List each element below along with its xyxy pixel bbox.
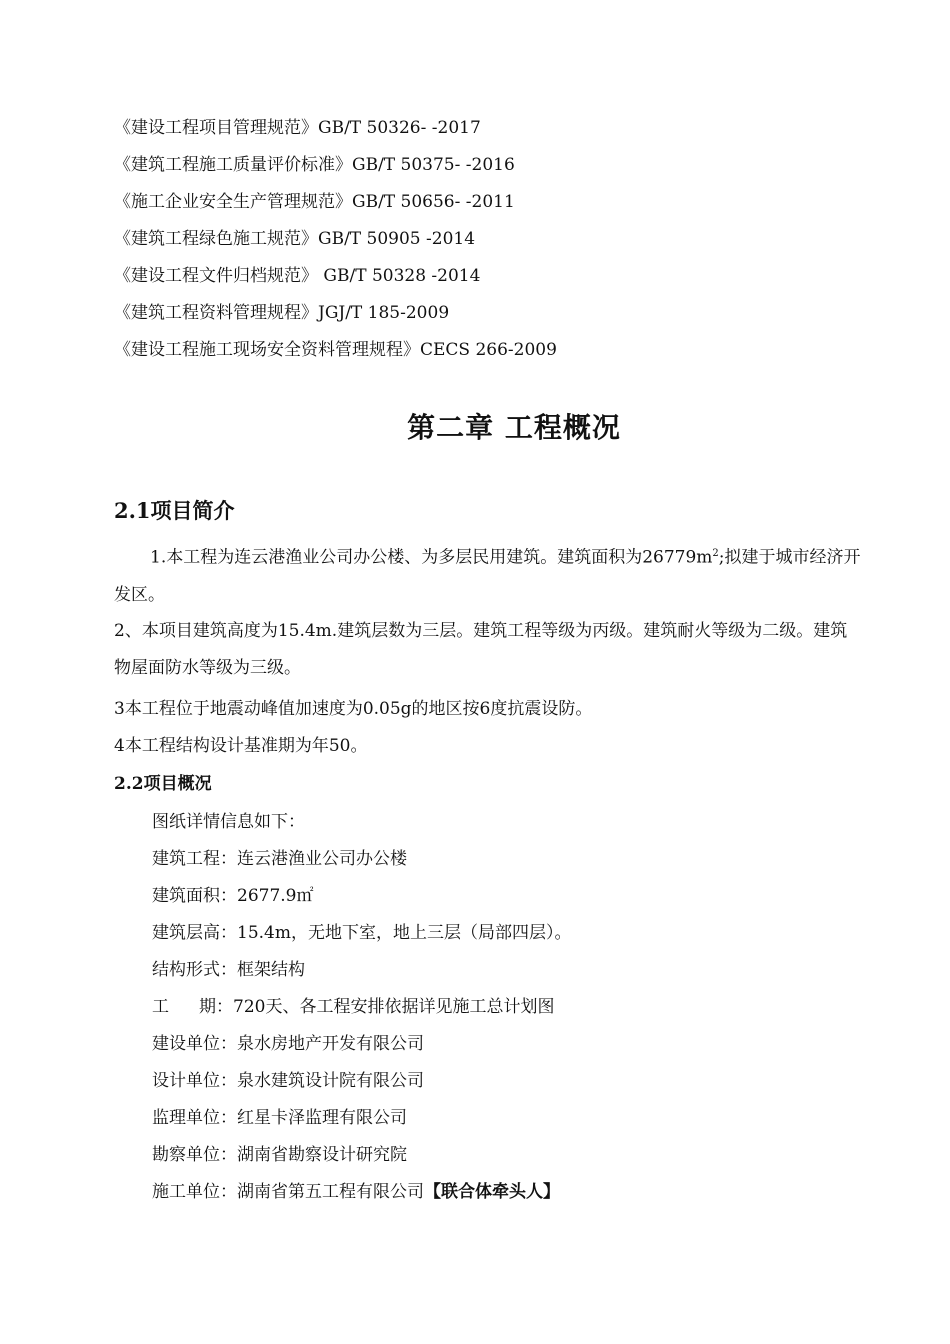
section-heading-2-2: 2.2项目概况 — [114, 774, 212, 794]
chapter-title: 第二章 工程概况 — [407, 411, 621, 444]
contractor-value: 湖南省第五工程有限公司 — [237, 1182, 424, 1202]
period-label-a: 工 — [152, 997, 199, 1017]
owner-label: 建设单位： — [152, 1034, 237, 1054]
survey-value: 湖南省勘察设计研究院 — [237, 1145, 407, 1165]
designer-label: 设计单位： — [152, 1071, 237, 1091]
standard-item: 《建筑工程资料管理规程》JGJ/T 185-2009 — [114, 303, 450, 323]
structure-value: 框架结构 — [237, 960, 305, 980]
row-period — [152, 996, 554, 1018]
row-building — [152, 848, 407, 870]
building-value: 连云港渔业公司办公楼 — [237, 849, 407, 869]
paragraph-1 — [114, 535, 864, 614]
supervisor-value: 红星卡泽监理有限公司 — [237, 1108, 407, 1128]
area-label: 建筑面积： — [152, 886, 237, 906]
standard-item: 《建设工程施工现场安全资料管理规程》CECS 266-2009 — [114, 340, 557, 360]
height-label: 建筑层高： — [152, 923, 237, 943]
standard-item: 《建筑工程绿色施工规范》GB/T 50905 -2014 — [114, 229, 476, 249]
row-designer — [152, 1070, 424, 1092]
contractor-tag: 【联合体牵头人】 — [424, 1182, 560, 1202]
designer-value: 泉水建筑设计院有限公司 — [237, 1071, 424, 1091]
row-supervisor — [152, 1107, 407, 1129]
supervisor-label: 监理单位： — [152, 1108, 237, 1128]
period-label-b: 期： — [199, 997, 233, 1017]
area-value: 2677.9㎡ — [237, 886, 314, 906]
row-height — [152, 922, 571, 944]
paragraph-3: 3本工程位于地震动峰值加速度为0.05g的地区按6度抗震设防。 — [114, 699, 593, 719]
drawing-intro: 图纸详情信息如下： — [152, 812, 305, 832]
structure-label: 结构形式： — [152, 960, 237, 980]
row-area — [152, 885, 313, 907]
area-unit-superscript: 2 — [712, 548, 719, 559]
standard-item: 《建设工程项目管理规范》GB/T 50326- -2017 — [114, 118, 481, 138]
standard-item: 《建筑工程施工质量评价标准》GB/T 50375- -2016 — [114, 155, 515, 175]
period-value: 720天、各工程安排依据详见施工总计划图 — [233, 997, 555, 1017]
row-survey — [152, 1144, 407, 1166]
contractor-label: 施工单位： — [152, 1182, 237, 1202]
row-structure — [152, 959, 305, 981]
height-value: 15.4m，无地下室，地上三层（局部四层）。 — [237, 923, 572, 943]
survey-label: 勘察单位： — [152, 1145, 237, 1165]
paragraph-4: 4本工程结构设计基准期为年50。 — [114, 736, 368, 756]
row-contractor — [152, 1181, 560, 1203]
standard-item: 《建设工程文件归档规范》 GB/T 50328 -2014 — [114, 266, 481, 286]
owner-value: 泉水房地产开发有限公司 — [237, 1034, 424, 1054]
standard-item: 《施工企业安全生产管理规范》GB/T 50656- -2011 — [114, 192, 515, 212]
row-owner — [152, 1033, 424, 1055]
paragraph-1-text-b: ;拟建于城市经济开发区。 — [114, 547, 861, 605]
paragraph-2: 2、本项目建筑高度为15.4m.建筑层数为三层。建筑工程等级为丙级。建筑耐火等级为二级。建筑物屋面防水等级为三级。 — [114, 621, 848, 678]
building-label: 建筑工程： — [152, 849, 237, 869]
section-heading-2-1: 2.1项目简介 — [114, 498, 235, 523]
paragraph-1-text-a: 1.本工程为连云港渔业公司办公楼、为多层民用建筑。建筑面积为26779m — [150, 547, 713, 568]
